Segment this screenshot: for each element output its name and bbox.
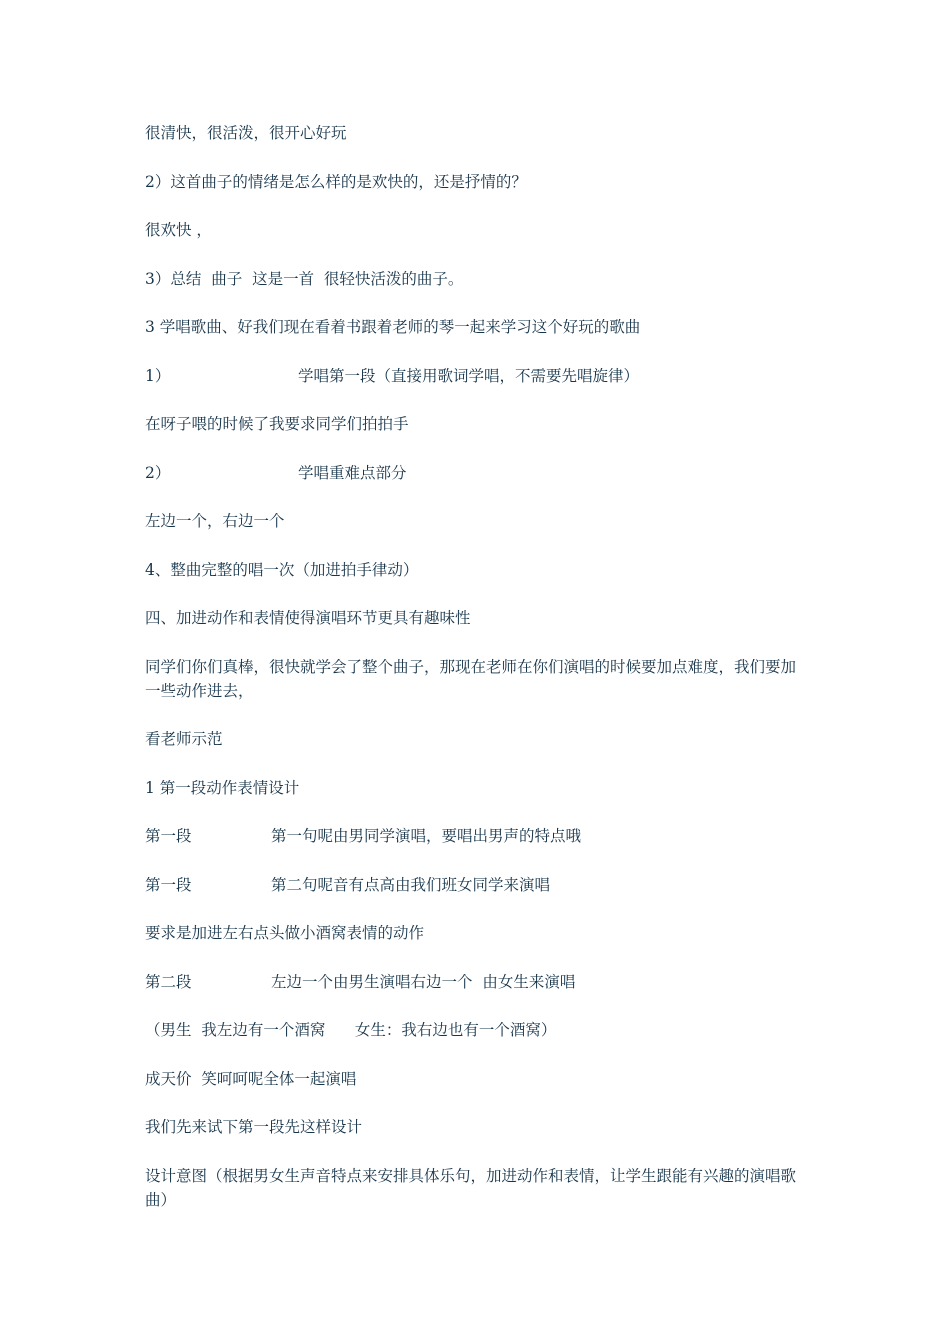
paragraph: 1 第一段动作表情设计 [145,778,300,797]
indented-paragraph [145,461,805,485]
paragraph: 设计意图（根据男女生声音特点来安排具体乐句，加进动作和表情，让学生跟能有兴趣的演唱歌曲） [145,1166,797,1209]
document-page [145,121,805,1236]
paragraph-text: 学唱重难点部分 [298,463,407,482]
paragraph: 2）这首曲子的情绪是怎么样的是欢快的，还是抒情的？ [145,172,527,191]
paragraph: 在呀子喂的时候了我要求同学们拍拍手 [145,415,409,433]
paragraph: 3）总结 曲子 这是一首 很轻快活泼的曲子。 [145,269,464,288]
paragraph: 看老师示范 [145,730,223,748]
paragraph-label: 2） [145,463,171,482]
paragraph: 左边一个，右边一个 [145,512,285,530]
paragraph-text: 第二句呢音有点高由我们班女同学来演唱 [271,875,551,894]
paragraph: 4、整曲完整的唱一次（加进拍手律动） [145,560,419,579]
paragraph-text: 第一句呢由男同学演唱，要唱出男声的特点哦 [271,827,582,845]
paragraph: 很清快，很活泼，很开心好玩 [145,124,347,142]
paragraph-label: 第一段 [145,827,192,845]
paragraph-text: 左边一个由男生演唱右边一个 由女生来演唱 [271,972,576,991]
indented-paragraph [145,970,805,994]
paragraph: （男生 我左边有一个酒窝 女生：我右边也有一个酒窝） [145,1021,557,1039]
indented-paragraph [145,364,805,388]
paragraph: 很欢快 ， [145,221,212,239]
paragraph-label: 第二段 [145,972,192,991]
paragraph: 成天价 笑呵呵呢全体一起演唱 [145,1069,357,1088]
paragraph: 我们先来试下第一段先这样设计 [145,1118,363,1136]
paragraph: 要求是加进左右点头做小酒窝表情的动作 [145,924,425,942]
paragraph-label: 1） [145,366,171,385]
paragraph-label: 第一段 [145,875,192,894]
section-heading: 四、加进动作和表情使得演唱环节更具有趣味性 [145,609,471,627]
paragraph-text: 学唱第一段（直接用歌词学唱，不需要先唱旋律） [298,366,640,385]
paragraph: 3 学唱歌曲、好我们现在看着书跟着老师的琴一起来学习这个好玩的歌曲 [145,318,641,336]
indented-paragraph [145,824,805,848]
indented-paragraph [145,873,805,897]
paragraph: 同学们你们真棒，很快就学会了整个曲子，那现在老师在你们演唱的时候要加点难度，我们要加一些动作进去， [145,657,797,700]
